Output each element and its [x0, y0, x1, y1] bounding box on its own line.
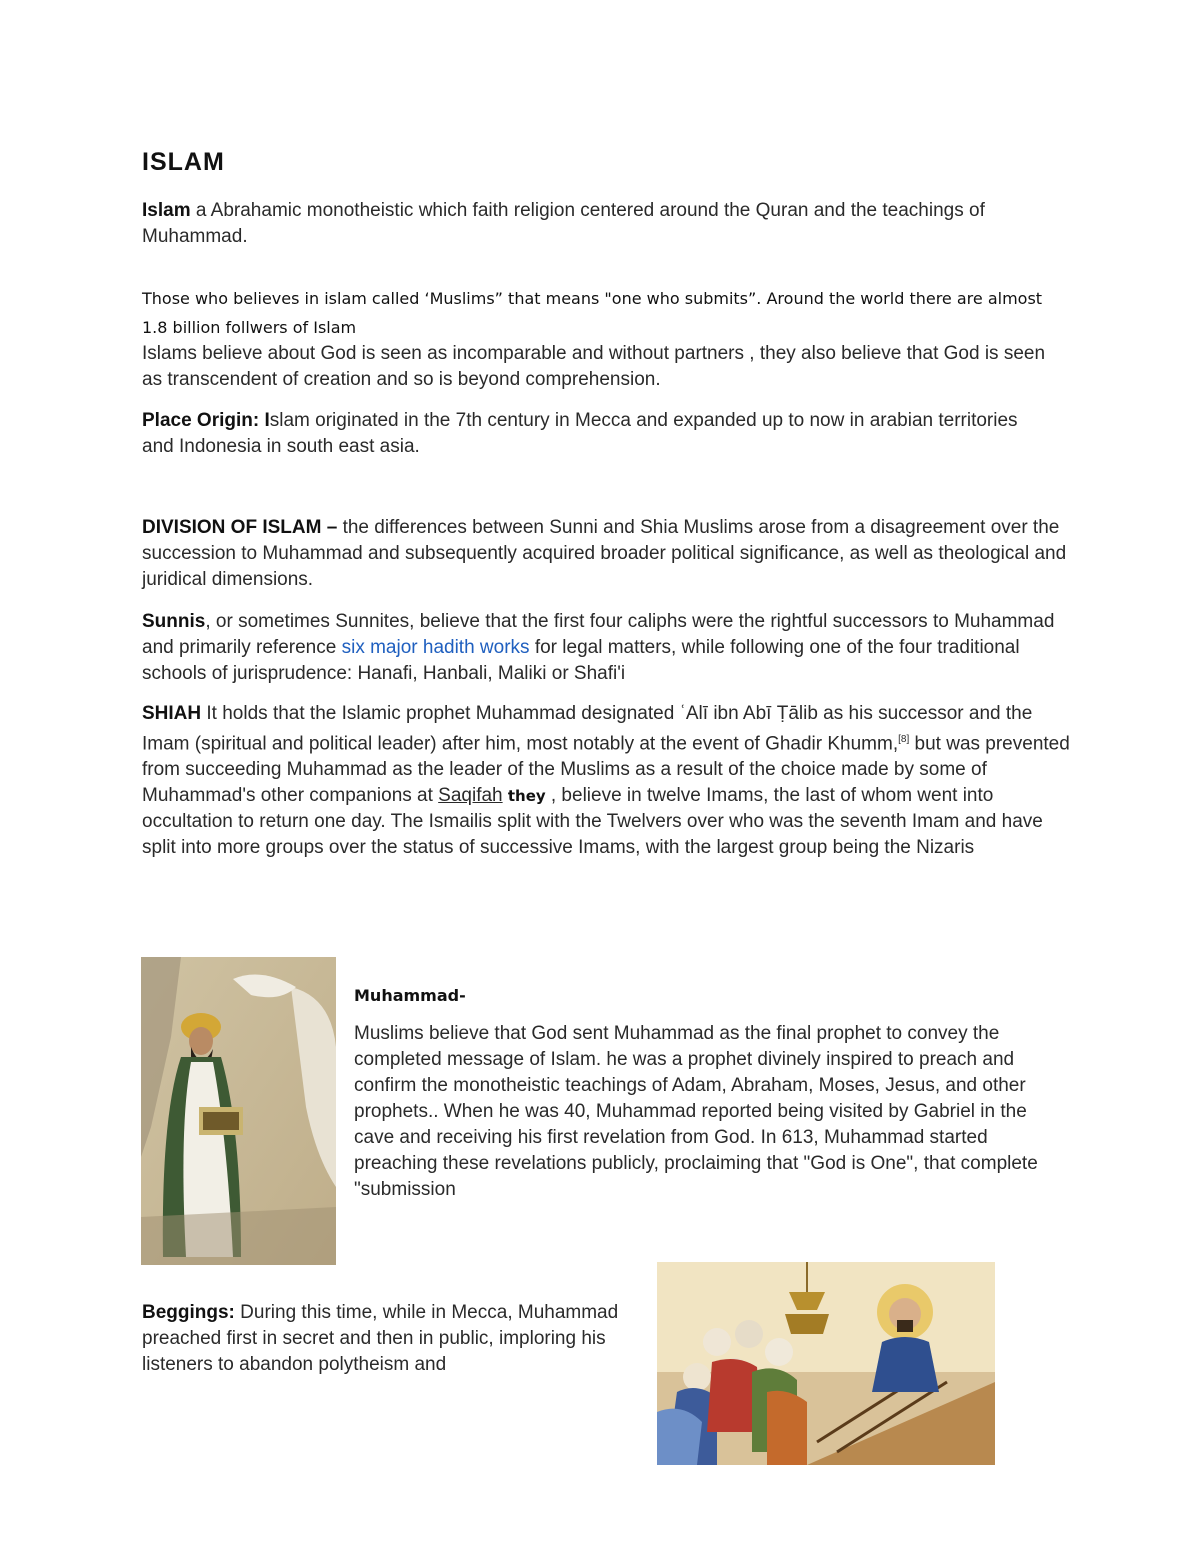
division-label: DIVISION OF ISLAM – [142, 517, 343, 538]
intro-paragraph [142, 198, 1042, 250]
shiah-text-3: , believe in twelve Imams, the last of whom went into occultation to return one day. The Ismailis split with the Twelvers over who was the seventh Imam and have split into more groups over the status of successive Imams, with the largest group being the Nizaris [142, 785, 1043, 859]
hadith-link[interactable]: six major hadith works [341, 637, 530, 658]
shiah-label: SHIAH [142, 703, 202, 724]
muhammad-text: Muslims believe that God sent Muhammad as the final prophet to convey the completed message of Islam. he was a prophet divinely inspired to preach and confirm the monotheistic teachings of Adam, Abraham, Moses, Jesus, and other prophets.. When he was 40, Muhammad reported being visited by Gabriel in the cave and receiving his first revelation from God. In 613, Muhammad started preaching these revelations publicly, proclaiming that "God is One", that complete "submission [354, 1023, 1038, 1200]
muslims-paragraph: Those who believes in islam called ‘Muslims” that means "one who submits”. Around the world there are almost 1.8 billion follwers of Islam [142, 289, 1043, 337]
intro-term: Islam [142, 200, 191, 221]
origin-text: slam originated in the 7th century in Mecca and expanded up to now in arabian territories and Indonesia in south east asia. [142, 410, 1018, 457]
origin-label: Place Origin: [142, 410, 265, 431]
muhammad-section [354, 985, 1074, 1203]
page-title: ISLAM [142, 148, 225, 176]
beginnings-label: Beggings: [142, 1302, 235, 1323]
division-text: the differences between Sunni and Shia Muslims arose from a disagreement over the succession to Muhammad and subsequently acquired broader political significance, as well as theological and juridical dimensions. [142, 517, 1067, 590]
muhammad-heading: Muhammad- [354, 986, 466, 1005]
shiah-they: they [502, 787, 551, 806]
muhammad-portrait-image [141, 957, 336, 1265]
god-paragraph: Islams believe about God is seen as incomparable and without partners , they also believe that God is seen as transcendent of creation and so is beyond comprehension. [142, 343, 1046, 390]
shiah-text-2: but was prevented from succeeding Muhammad as the leader of the Muslims as a result of the choice made by some of Muhammad's other companions at [142, 733, 1070, 807]
beginnings-paragraph [142, 1300, 642, 1378]
sunnis-label: Sunnis [142, 611, 206, 632]
origin-lead: I [264, 410, 270, 431]
shiah-text-1: It holds that the Islamic prophet Muhammad designated ʿAlī ibn Abī Ṭālib as his successor and the Imam (spiritual and political leader) after him, most notably at the event of Ghadir Khumm, [142, 703, 1033, 755]
sunnis-paragraph [142, 609, 1062, 687]
citation-sup[interactable]: [8] [898, 734, 910, 745]
division-paragraph [142, 515, 1067, 593]
intro-text: a Abrahamic monotheistic which faith religion centered around the Quran and the teachings of Muhammad. [142, 200, 985, 247]
sunnis-text-before: , or sometimes Sunnites, believe that the first four caliphs were the rightful successors to Muhammad and primarily reference [142, 611, 1055, 658]
saqifah-link[interactable]: Saqifah [438, 785, 503, 807]
preaching-miniature-image [657, 1262, 995, 1465]
beginnings-text: During this time, while in Mecca, Muhammad preached first in secret and then in public, imploring his listeners to abandon polytheism and [142, 1302, 619, 1375]
sunnis-text-after: for legal matters, while following one of the four traditional schools of jurisprudence: Hanafi, Hanbali, Maliki or Shafi'i [142, 637, 1020, 684]
shiah-paragraph [142, 701, 1077, 861]
origin-paragraph [142, 408, 1022, 460]
